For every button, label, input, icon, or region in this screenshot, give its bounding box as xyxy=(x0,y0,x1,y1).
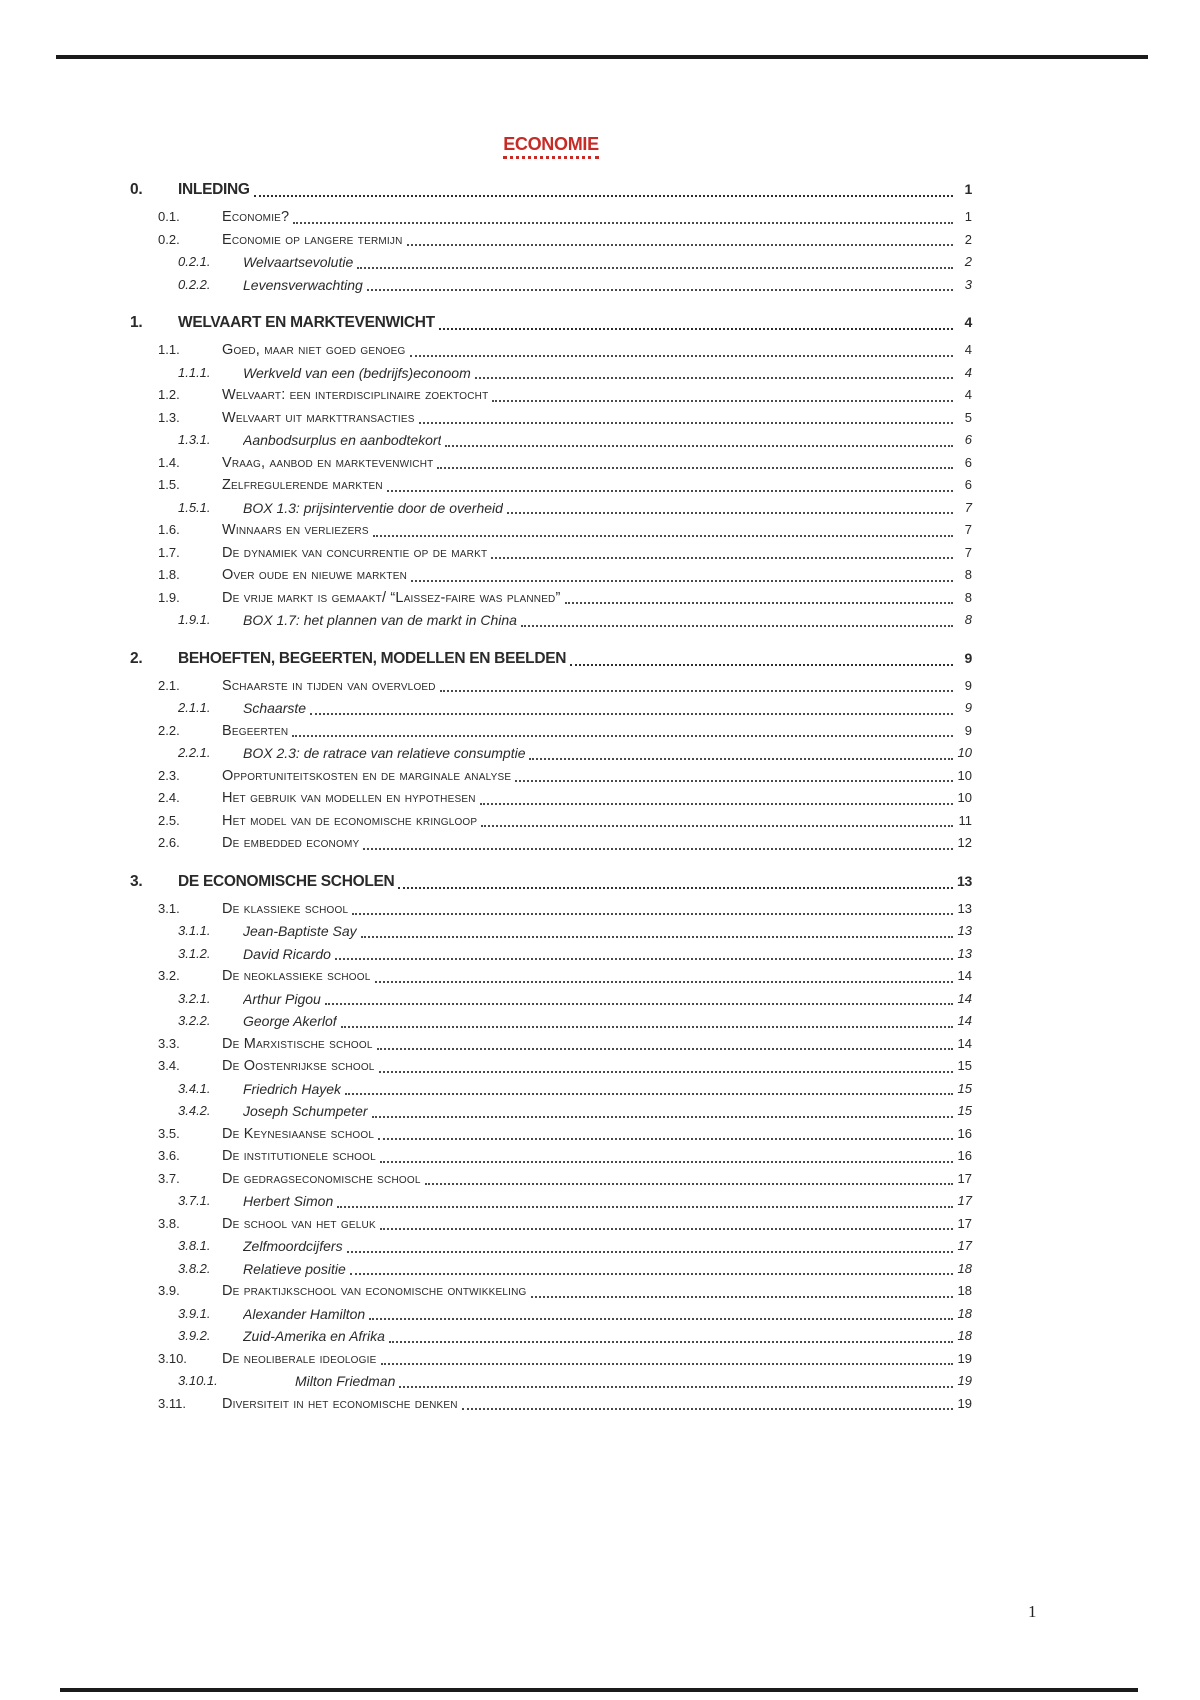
toc-entry[interactable] xyxy=(130,429,972,452)
entry-page-number: 3 xyxy=(964,276,972,292)
dot-leader xyxy=(347,1251,953,1253)
entry-number: 1.3.1. xyxy=(178,432,211,447)
entry-label: De vrije markt is gemaakt/ “Laissez-faire was planned” xyxy=(222,589,561,606)
entry-number: 3.4.1. xyxy=(178,1080,211,1096)
entry-page-number: 17 xyxy=(957,1193,972,1208)
toc-entry[interactable] xyxy=(130,609,972,632)
toc-entry[interactable] xyxy=(130,1303,972,1326)
toc-entry[interactable] xyxy=(130,1078,972,1101)
toc-entry[interactable] xyxy=(130,1190,972,1213)
entry-number: 2.4. xyxy=(158,790,180,805)
dot-leader xyxy=(377,1048,953,1050)
toc-entry[interactable] xyxy=(130,1033,972,1056)
entry-page-number: 6 xyxy=(964,454,972,470)
entry-number: 3.1.1. xyxy=(178,923,211,938)
entry-page-number: 15 xyxy=(957,1058,972,1073)
entry-label: Het gebruik van modellen en hypothesen xyxy=(222,790,476,806)
toc-entry[interactable] xyxy=(130,1055,972,1078)
entry-label: Relatieve positie xyxy=(243,1260,346,1277)
entry-number: 3.8.2. xyxy=(178,1260,211,1276)
entry-page-number: 14 xyxy=(957,990,972,1006)
dot-leader xyxy=(462,1408,953,1410)
entry-number: 2.3. xyxy=(158,767,180,783)
entry-page-number: 13 xyxy=(957,872,972,889)
entry-number: 3.10.1. xyxy=(178,1373,218,1388)
entry-page-number: 10 xyxy=(957,745,972,760)
dot-leader xyxy=(387,490,953,492)
dot-leader xyxy=(380,1228,953,1230)
entry-number: 3. xyxy=(130,872,143,890)
dot-leader xyxy=(507,512,953,514)
entry-number: 3.5. xyxy=(158,1125,180,1141)
entry-label: Jean-Baptiste Say xyxy=(243,923,357,939)
toc xyxy=(130,176,972,1415)
entry-number: 0. xyxy=(130,181,143,198)
entry-page-number: 9 xyxy=(964,700,972,715)
entry-number: 0.2.2. xyxy=(178,276,211,292)
dot-leader xyxy=(325,1003,953,1005)
dot-leader xyxy=(425,1183,953,1185)
entry-label: BOX 1.3: prijsinterventie door de overheid xyxy=(243,499,503,516)
entry-number: 1.1. xyxy=(158,342,180,357)
toc-entry[interactable] xyxy=(130,1123,972,1146)
entry-page-number: 17 xyxy=(957,1215,972,1231)
entry-page-number: 13 xyxy=(957,923,972,938)
dot-leader xyxy=(515,780,953,782)
dot-leader xyxy=(293,222,953,224)
dot-leader xyxy=(399,1386,953,1388)
entry-label: Herbert Simon xyxy=(243,1193,334,1209)
toc-entry[interactable] xyxy=(130,645,972,672)
entry-number: 0.2.1. xyxy=(178,254,211,269)
entry-label: BOX 2.3: de ratrace van relatieve consumptie xyxy=(243,745,526,761)
entry-page-number: 11 xyxy=(958,812,972,828)
dot-leader xyxy=(480,803,953,805)
entry-label: Opportuniteitskosten en de marginale analyse xyxy=(222,767,512,784)
entry-number: 0.1. xyxy=(158,209,180,224)
entry-page-number: 10 xyxy=(957,767,972,783)
entry-label: Werkveld van een (bedrijfs)econoom xyxy=(243,364,471,381)
toc-entry[interactable] xyxy=(130,898,972,921)
entry-page-number: 4 xyxy=(964,364,972,380)
entry-label: De praktijkschool van economische ontwikkeling xyxy=(222,1283,527,1299)
entry-number: 1.6. xyxy=(158,522,180,537)
toc-entry[interactable] xyxy=(130,697,972,720)
entry-number: 3.7. xyxy=(158,1170,180,1186)
dot-leader xyxy=(437,467,953,469)
toc-entry[interactable] xyxy=(130,176,972,203)
entry-page-number: 8 xyxy=(964,589,972,605)
entry-number: 3.11. xyxy=(158,1395,186,1411)
toc-entry[interactable] xyxy=(130,497,972,520)
dot-leader xyxy=(350,1273,953,1275)
entry-number: 2.1. xyxy=(158,677,180,693)
entry-label: De Oostenrijkse school xyxy=(222,1058,375,1074)
entry-label: DE ECONOMISCHE SCHOLEN xyxy=(178,872,395,890)
entry-label: Begeerten xyxy=(222,722,289,739)
entry-number: 1.5. xyxy=(158,477,180,492)
dot-leader xyxy=(410,355,953,357)
dot-leader xyxy=(378,1138,953,1140)
dot-leader xyxy=(419,422,953,424)
toc-entry[interactable] xyxy=(130,920,972,943)
entry-page-number: 18 xyxy=(957,1328,972,1343)
entry-number: 1.3. xyxy=(158,409,180,425)
toc-entry[interactable] xyxy=(130,1145,972,1168)
dot-leader xyxy=(337,1206,953,1208)
entry-page-number: 9 xyxy=(964,722,972,738)
toc-entry[interactable] xyxy=(130,407,972,430)
entry-page-number: 16 xyxy=(957,1148,972,1163)
dot-leader xyxy=(363,848,953,850)
toc-entry[interactable] xyxy=(130,1258,972,1281)
entry-label: Welvaartsevolutie xyxy=(243,254,354,270)
entry-number: 1.9.1. xyxy=(178,612,211,627)
dot-leader xyxy=(411,580,953,582)
dot-leader xyxy=(439,328,953,330)
dot-leader xyxy=(440,690,953,692)
entry-page-number: 13 xyxy=(957,900,972,916)
entry-label: BEHOEFTEN, BEGEERTEN, MODELLEN EN BEELDEN xyxy=(178,649,567,667)
entry-page-number: 6 xyxy=(964,477,972,492)
entry-page-number: 19 xyxy=(957,1373,972,1388)
toc-entry[interactable] xyxy=(130,787,972,810)
toc-entry[interactable] xyxy=(130,965,972,988)
toc-entry[interactable] xyxy=(130,309,972,336)
entry-number: 3.8. xyxy=(158,1215,180,1231)
entry-number: 3.1. xyxy=(158,900,180,916)
entry-page-number: 10 xyxy=(957,790,972,805)
toc-entry[interactable] xyxy=(130,339,972,362)
entry-label: De embedded economy xyxy=(222,835,360,851)
dot-leader xyxy=(254,195,953,197)
entry-number: 2.2. xyxy=(158,722,180,738)
dot-leader xyxy=(367,289,953,291)
dot-leader xyxy=(292,735,953,737)
entry-page-number: 7 xyxy=(964,544,972,560)
entry-page-number: 9 xyxy=(964,649,972,666)
entry-page-number: 12 xyxy=(957,835,972,850)
entry-number: 3.2.2. xyxy=(178,1013,211,1028)
document-title: ECONOMIE xyxy=(503,134,599,159)
entry-label: Goed, maar niet goed genoeg xyxy=(222,342,406,358)
entry-page-number: 7 xyxy=(964,499,972,515)
toc-entry[interactable] xyxy=(130,587,972,610)
entry-number: 2.1.1. xyxy=(178,700,211,715)
entry-label: Welvaart uit markttransacties xyxy=(222,409,415,426)
toc-entry[interactable] xyxy=(130,519,972,542)
toc-entry[interactable] xyxy=(130,675,972,698)
dot-leader xyxy=(491,557,953,559)
entry-label: BOX 1.7: het plannen van de markt in China xyxy=(243,612,517,628)
toc-entry[interactable] xyxy=(130,1370,972,1393)
entry-page-number: 9 xyxy=(964,677,972,693)
dot-leader xyxy=(407,244,953,246)
toc-entry[interactable] xyxy=(130,742,972,765)
entry-label: Schaarste xyxy=(243,700,307,716)
toc-entry[interactable] xyxy=(130,1348,972,1371)
entry-page-number: 14 xyxy=(957,968,972,983)
entry-page-number: 14 xyxy=(957,1013,972,1028)
entry-label: David Ricardo xyxy=(243,945,331,962)
entry-page-number: 7 xyxy=(964,522,972,537)
title-container xyxy=(130,134,972,159)
toc-entry[interactable] xyxy=(130,1100,972,1123)
entry-page-number: 17 xyxy=(957,1170,972,1186)
entry-number: 1. xyxy=(130,314,143,331)
entry-page-number: 2 xyxy=(964,231,972,247)
dot-leader xyxy=(570,664,953,666)
top-rule xyxy=(56,55,1148,59)
entry-label: De Marxistische school xyxy=(222,1035,373,1052)
toc-entry[interactable] xyxy=(130,1168,972,1191)
toc-entry[interactable] xyxy=(130,765,972,788)
dot-leader xyxy=(531,1296,953,1298)
dot-leader xyxy=(310,713,953,715)
entry-label: INLEDING xyxy=(178,181,250,198)
entry-label: Joseph Schumpeter xyxy=(243,1103,368,1119)
entry-number: 1.1.1. xyxy=(178,364,211,380)
entry-label: Economie op langere termijn xyxy=(222,231,403,248)
toc-entry[interactable] xyxy=(130,868,972,895)
entry-number: 3.6. xyxy=(158,1148,180,1163)
toc-entry[interactable] xyxy=(130,362,972,385)
entry-number: 2.5. xyxy=(158,812,180,828)
entry-number: 3.8.1. xyxy=(178,1238,211,1253)
entry-label: De neoliberale ideologie xyxy=(222,1350,377,1367)
dot-leader xyxy=(375,981,953,983)
toc-entry[interactable] xyxy=(130,810,972,833)
entry-label: Economie? xyxy=(222,209,290,225)
toc-entry[interactable] xyxy=(130,1213,972,1236)
toc-entry[interactable] xyxy=(130,384,972,407)
toc-entry[interactable] xyxy=(130,988,972,1011)
dot-leader xyxy=(373,535,953,537)
entry-page-number: 8 xyxy=(964,612,972,627)
entry-page-number: 4 xyxy=(964,342,972,357)
entry-page-number: 18 xyxy=(957,1260,972,1276)
entry-page-number: 1 xyxy=(964,181,972,197)
dot-leader xyxy=(521,625,953,627)
entry-page-number: 18 xyxy=(957,1283,972,1298)
entry-number: 3.1.2. xyxy=(178,945,211,961)
entry-number: 1.5.1. xyxy=(178,499,211,515)
entry-label: De school van het geluk xyxy=(222,1215,376,1232)
entry-label: Milton Friedman xyxy=(295,1373,396,1389)
bottom-rule xyxy=(60,1688,1138,1692)
entry-label: Alexander Hamilton xyxy=(243,1305,366,1322)
dot-leader xyxy=(481,825,953,827)
dot-leader xyxy=(361,936,953,938)
dot-leader xyxy=(357,267,953,269)
entry-number: 1.9. xyxy=(158,589,180,605)
entry-page-number: 2 xyxy=(964,254,972,269)
entry-label: Over oude en nieuwe markten xyxy=(222,567,408,583)
dot-leader xyxy=(565,602,953,604)
entry-number: 3.2. xyxy=(158,968,180,983)
toc-entry[interactable] xyxy=(130,564,972,587)
entry-page-number: 16 xyxy=(957,1125,972,1141)
entry-page-number: 4 xyxy=(964,314,972,330)
entry-label: Zuid-Amerika en Afrika xyxy=(243,1328,385,1344)
entry-label: Zelfmoordcijfers xyxy=(243,1238,343,1254)
dot-leader xyxy=(492,400,953,402)
entry-label: Schaarste in tijden van overvloed xyxy=(222,677,436,694)
entry-page-number: 1 xyxy=(964,209,972,224)
entry-label: Het model van de economische kringloop xyxy=(222,812,478,829)
entry-label: Aanbodsurplus en aanbodtekort xyxy=(243,432,442,448)
dot-leader xyxy=(381,1363,954,1365)
entry-label: WELVAART EN MARKTEVENWICHT xyxy=(178,314,435,331)
entry-number: 2. xyxy=(130,649,143,667)
dot-leader xyxy=(345,1093,953,1095)
toc-entry[interactable] xyxy=(130,832,972,855)
entry-number: 3.4. xyxy=(158,1058,180,1073)
entry-label: Winnaars en verliezers xyxy=(222,522,369,538)
entry-page-number: 13 xyxy=(957,945,972,961)
toc-entry[interactable] xyxy=(130,251,972,274)
entry-number: 1.2. xyxy=(158,387,180,402)
entry-label: Diversiteit in het economische denken xyxy=(222,1395,458,1412)
entry-page-number: 6 xyxy=(964,432,972,447)
entry-label: Vraag, aanbod en marktevenwicht xyxy=(222,454,434,471)
entry-number: 1.7. xyxy=(158,544,180,560)
dot-leader xyxy=(389,1341,953,1343)
entry-number: 3.3. xyxy=(158,1035,180,1051)
entry-page-number: 14 xyxy=(957,1035,972,1051)
entry-number: 0.2. xyxy=(158,231,180,247)
entry-label: De institutionele school xyxy=(222,1148,376,1164)
toc-entry[interactable] xyxy=(130,206,972,229)
entry-label: De Keynesiaanse school xyxy=(222,1125,375,1142)
dot-leader xyxy=(352,913,953,915)
entry-label: Zelfregulerende markten xyxy=(222,477,383,493)
dot-leader xyxy=(372,1116,953,1118)
entry-page-number: 19 xyxy=(957,1350,972,1366)
entry-label: Friedrich Hayek xyxy=(243,1080,342,1097)
entry-number: 3.9.1. xyxy=(178,1305,211,1321)
entry-number: 2.6. xyxy=(158,835,180,850)
toc-entry[interactable] xyxy=(130,1325,972,1348)
toc-entry[interactable] xyxy=(130,720,972,743)
toc-entry[interactable] xyxy=(130,474,972,497)
entry-number: 3.4.2. xyxy=(178,1103,211,1118)
toc-entry[interactable] xyxy=(130,452,972,475)
entry-number: 3.9.2. xyxy=(178,1328,211,1343)
toc-entry[interactable] xyxy=(130,1393,972,1416)
toc-entry[interactable] xyxy=(130,943,972,966)
toc-entry[interactable] xyxy=(130,274,972,297)
footer-page-number: 1 xyxy=(1028,1602,1037,1621)
dot-leader xyxy=(341,1026,953,1028)
entry-number: 1.8. xyxy=(158,567,180,582)
toc-entry[interactable] xyxy=(130,1010,972,1033)
dot-leader xyxy=(475,377,953,379)
dot-leader xyxy=(379,1071,953,1073)
entry-page-number: 15 xyxy=(957,1103,972,1118)
entry-page-number: 5 xyxy=(964,409,972,425)
entry-number: 3.2.1. xyxy=(178,990,211,1006)
entry-number: 3.9. xyxy=(158,1283,180,1298)
entry-number: 2.2.1. xyxy=(178,745,211,760)
entry-label: George Akerlof xyxy=(243,1013,337,1029)
dot-leader xyxy=(398,887,953,889)
entry-page-number: 8 xyxy=(964,567,972,582)
entry-number: 3.10. xyxy=(158,1350,187,1366)
dot-leader xyxy=(445,445,953,447)
toc-entry[interactable] xyxy=(130,542,972,565)
toc-entry[interactable] xyxy=(130,1235,972,1258)
dot-leader xyxy=(380,1161,953,1163)
entry-label: Arthur Pigou xyxy=(243,990,321,1007)
entry-label: Levensverwachting xyxy=(243,276,363,293)
entry-label: Welvaart: een interdisciplinaire zoektocht xyxy=(222,387,489,403)
entry-label: De neoklassieke school xyxy=(222,968,371,984)
toc-entry[interactable] xyxy=(130,229,972,252)
dot-leader xyxy=(529,758,953,760)
toc-entry[interactable] xyxy=(130,1280,972,1303)
entry-label: De dynamiek van concurrentie op de markt xyxy=(222,544,488,561)
entry-page-number: 15 xyxy=(957,1080,972,1096)
entry-page-number: 17 xyxy=(957,1238,972,1253)
entry-page-number: 18 xyxy=(957,1305,972,1321)
dot-leader xyxy=(369,1318,953,1320)
entry-label: De gedragseconomische school xyxy=(222,1170,421,1187)
entry-label: De klassieke school xyxy=(222,900,349,917)
entry-page-number: 4 xyxy=(964,387,972,402)
dot-leader xyxy=(335,958,953,960)
entry-page-number: 19 xyxy=(957,1395,972,1411)
entry-number: 3.7.1. xyxy=(178,1193,211,1208)
entry-number: 1.4. xyxy=(158,454,180,470)
